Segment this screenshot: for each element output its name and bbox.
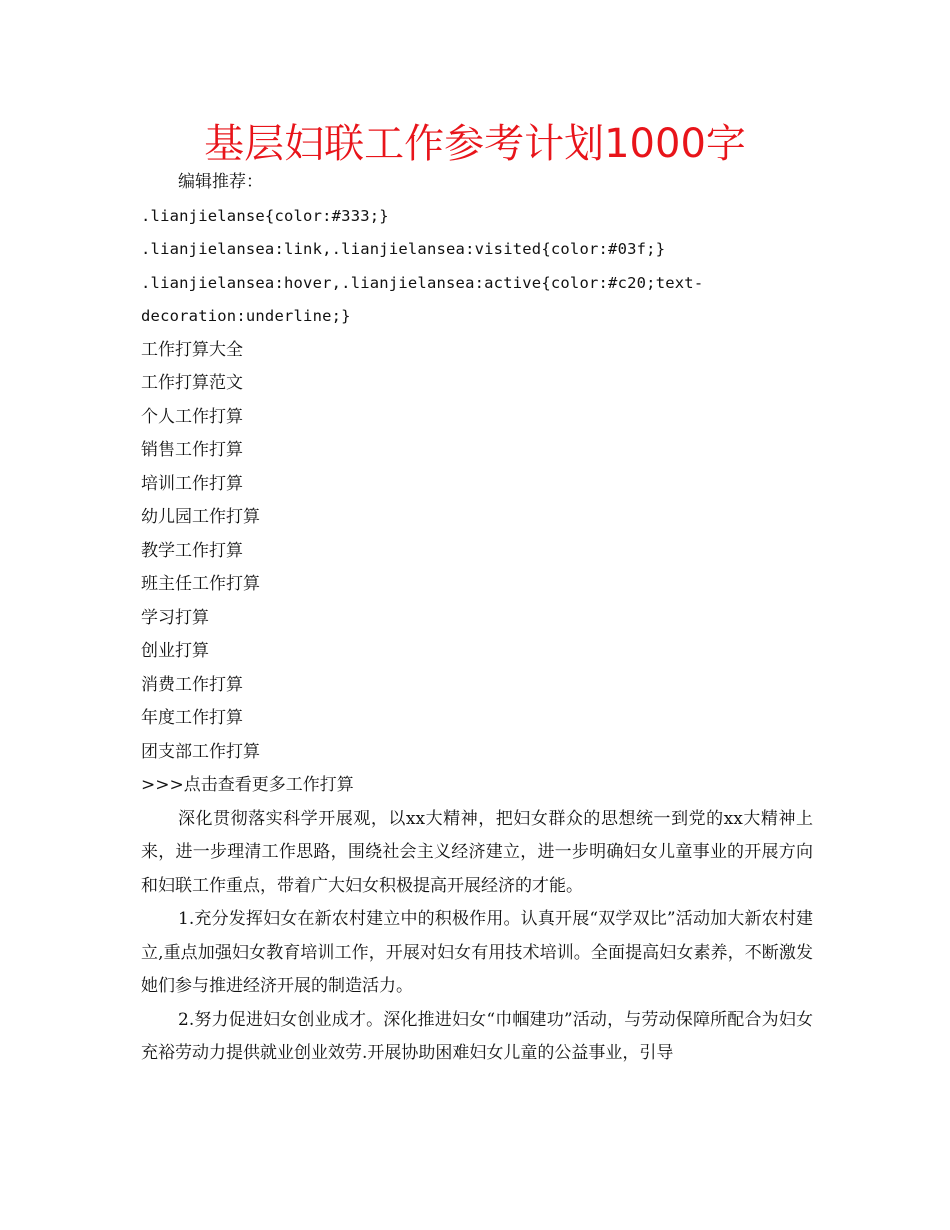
link-head-teacher-work-plan[interactable]: 班主任工作打算 bbox=[141, 574, 260, 594]
css-line: .lianjielansea:hover,.lianjielansea:active{color:#c20;text- bbox=[141, 273, 704, 292]
link-work-plan-collection[interactable]: 工作打算大全 bbox=[141, 339, 243, 360]
body-paragraph: 2.努力促进妇女创业成才。深化推进妇女“巾帼建功”活动，与劳动保障所配合为妇女充裕劳动力提供就业创业效劳.开展协助困难妇女儿童的公益事业，引导 bbox=[141, 1009, 813, 1063]
body-paragraph: 深化贯彻落实科学开展观，以xx大精神，把妇女群众的思想统一到党的xx大精神上来，进一步理清工作思路，围绕社会主义经济建立，进一步明确妇女儿童事业的开展方向和妇联工作重点，带着广大妇女积极提高开展经济的才能。 bbox=[141, 808, 813, 896]
document-body bbox=[141, 166, 813, 1071]
link-personal-work-plan[interactable]: 个人工作打算 bbox=[141, 406, 243, 427]
editor-label: 编辑推荐： bbox=[178, 172, 263, 192]
link-kindergarten-work-plan[interactable]: 幼儿园工作打算 bbox=[141, 507, 260, 527]
link-sales-work-plan[interactable]: 销售工作打算 bbox=[141, 440, 243, 460]
document-title: 基层妇联工作参考计划1000字 bbox=[204, 121, 746, 167]
body-paragraph: 1.充分发挥妇女在新农村建立中的积极作用。认真开展“双学双比”活动加大新农村建立,重点加强妇女教育培训工作，开展对妇女有用技术培训。全面提高妇女素养，不断激发她们参与推进经济开展的制造活力。 bbox=[141, 909, 813, 996]
link-annual-work-plan[interactable]: 年度工作打算 bbox=[141, 708, 243, 728]
link-work-plan-samples[interactable]: 工作打算范文 bbox=[141, 373, 243, 393]
css-line: .lianjielanse{color:#333;} bbox=[141, 206, 389, 225]
css-line: .lianjielansea:link,.lianjielansea:visited{color:#03f;} bbox=[141, 240, 666, 258]
link-consumer-work-plan[interactable]: 消费工作打算 bbox=[141, 674, 243, 695]
css-line: decoration:underline;} bbox=[141, 307, 351, 325]
link-study-plan[interactable]: 学习打算 bbox=[141, 607, 209, 628]
link-training-work-plan[interactable]: 培训工作打算 bbox=[141, 473, 243, 494]
link-league-branch-work-plan[interactable]: 团支部工作打算 bbox=[141, 741, 260, 762]
link-teaching-work-plan[interactable]: 教学工作打算 bbox=[141, 540, 243, 561]
link-startup-plan[interactable]: 创业打算 bbox=[141, 641, 209, 661]
more-work-plans-link[interactable]: >>>点击查看更多工作打算 bbox=[141, 775, 354, 795]
